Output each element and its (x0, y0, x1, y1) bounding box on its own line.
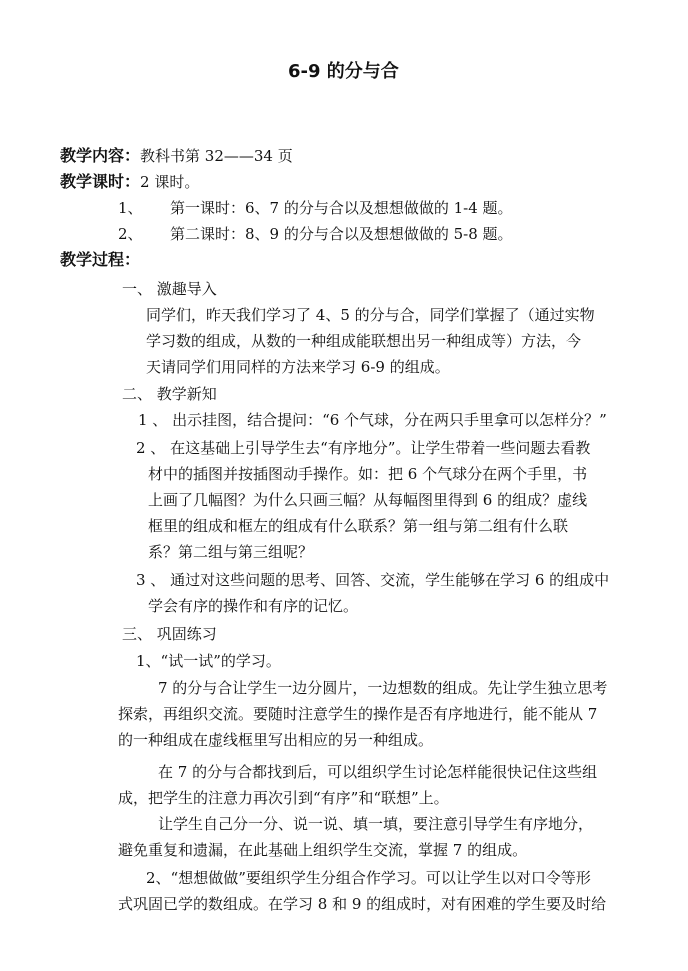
paragraph-line: 式巩固已学的数组成。在学习 8 和 9 的组成时，对有困难的学生要及时给 (118, 895, 607, 913)
hours-item (118, 224, 513, 244)
content-text: 教科书第 32——34 页 (140, 147, 293, 165)
paragraph-line: 成，把学生的注意力再次引到“有序”和“联想”上。 (118, 789, 449, 807)
process-label: 教学过程： (60, 250, 141, 269)
paragraph-line: 在 7 的分与合都找到后，可以组织学生讨论怎样能很快记住这些组 (158, 763, 598, 781)
paragraph-line: 框里的组成和框左的组成有什么联系？第一组与第二组有什么联 (148, 517, 569, 535)
hours-item-number: 2、 (118, 225, 143, 243)
paragraph-line: 材中的插图并按插图动手操作。如：把 6 个气球分在两个手里，书 (148, 465, 588, 483)
paragraph-line: 的一种组成在虚线框里写出相应的另一种组成。 (118, 731, 434, 749)
content-label: 教学内容： (60, 146, 141, 165)
content-row (60, 146, 293, 166)
paragraph-line: 避免重复和遗漏，在此基础上组织学生交流，掌握 7 的组成。 (118, 841, 528, 859)
paragraph-line: 探索，再组织交流。要随时注意学生的操作是否有序地进行，能不能从 7 (118, 705, 598, 723)
paragraph-line: 1 、 出示挂图，结合提问：“6 个气球，分在两只手里拿可以怎样分？” (138, 411, 607, 429)
paragraph-line: 2、“想想做做”要组织学生分组合作学习。可以让学生以对口令等形 (146, 869, 591, 887)
paragraph-line: 天请同学们用同样的方法来学习 6-9 的组成。 (146, 358, 450, 376)
section-heading: 一、 激趣导入 (122, 280, 217, 298)
paragraph-line: 同学们，昨天我们学习了 4、5 的分与合，同学们掌握了（通过实物 (146, 306, 595, 324)
hours-item-text: 第一课时：6、7 的分与合以及想想做做的 1-4 题。 (170, 199, 513, 217)
section-heading: 二、 教学新知 (122, 385, 217, 403)
paragraph-line: 7 的分与合让学生一边分圆片，一边想数的组成。先让学生独立思考 (158, 679, 608, 697)
paragraph-line: 1、“试一试”的学习。 (136, 652, 281, 670)
hours-item-number: 1、 (118, 199, 143, 217)
paragraph-line: 3 、 通过对这些问题的思考、回答、交流，学生能够在学习 6 的组成中 (136, 571, 610, 589)
paragraph-line: 学习数的组成，从数的一种组成能联想出另一种组成等）方法，今 (146, 332, 582, 350)
section-heading: 三、 巩固练习 (122, 625, 217, 643)
paragraph-line: 系？第二组与第三组呢？ (148, 543, 314, 561)
paragraph-line: 上画了几幅图？为什么只画三幅？从每幅图里得到 6 的组成？虚线 (148, 491, 588, 509)
hours-row (60, 172, 199, 192)
document-title: 6-9 的分与合 (288, 61, 399, 82)
hours-item (118, 198, 513, 218)
paragraph-line: 让学生自己分一分、说一说、填一填，要注意引导学生有序地分， (158, 815, 594, 833)
hours-text: 2 课时。 (140, 173, 200, 191)
hours-label: 教学课时： (60, 172, 141, 191)
paragraph-line: 2 、 在这基础上引导学生去“有序地分”。让学生带着一些问题去看教 (136, 439, 591, 457)
hours-item-text: 第二课时：8、9 的分与合以及想想做做的 5-8 题。 (170, 225, 513, 243)
paragraph-line: 学会有序的操作和有序的记忆。 (148, 597, 359, 615)
